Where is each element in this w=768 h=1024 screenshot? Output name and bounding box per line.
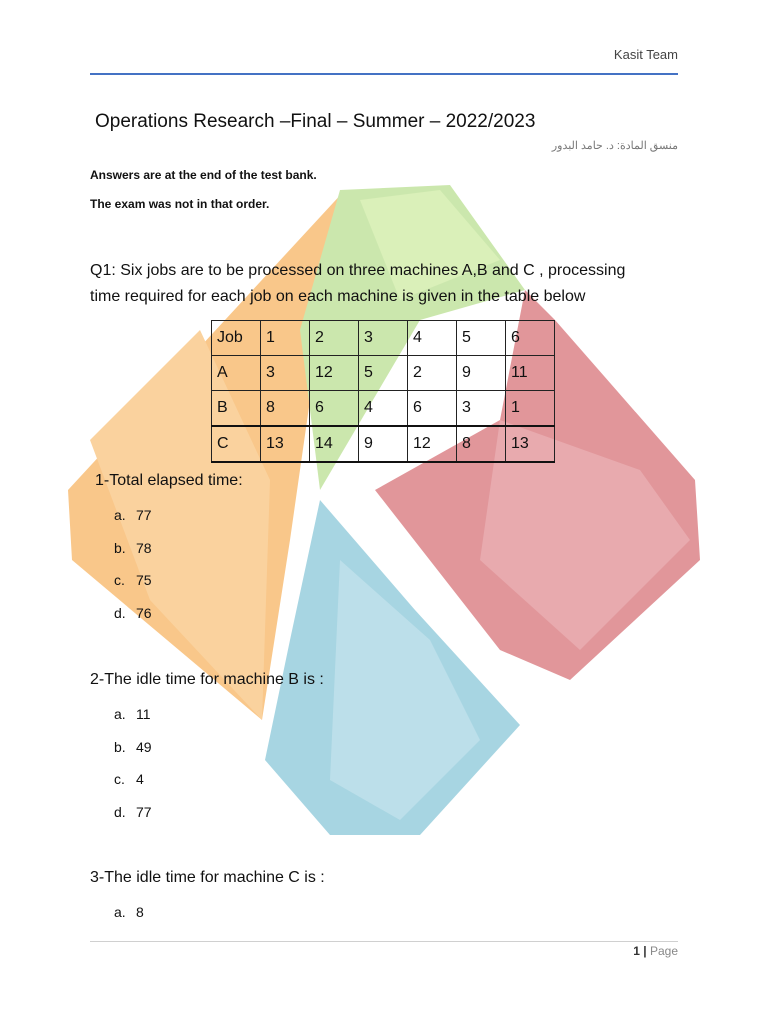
option-letter: d. — [114, 803, 126, 820]
option-value: 77 — [136, 507, 152, 523]
option-value: 4 — [136, 771, 144, 787]
table-cell: 8 — [457, 426, 506, 462]
option-value: 78 — [136, 539, 152, 556]
option-letter: a. — [114, 904, 126, 920]
footer-divider — [90, 941, 678, 942]
table-cell: 5 — [359, 356, 408, 391]
options-list-2 — [114, 706, 152, 836]
table-cell: 12 — [408, 426, 457, 462]
table-row-header — [212, 321, 555, 356]
table-cell: C — [212, 426, 261, 462]
table-cell: 6 — [506, 321, 555, 356]
table-cell: 4 — [408, 321, 457, 356]
table-cell: 2 — [408, 356, 457, 391]
page-footer — [633, 944, 678, 958]
sub-question-2: 2-The idle time for machine B is : — [90, 671, 324, 688]
question-1-line-2: time required for each job on each machine is given in the table below — [90, 288, 586, 305]
table-cell: 3 — [457, 391, 506, 427]
processing-time-table — [211, 320, 555, 463]
table-cell: 3 — [261, 356, 310, 391]
option-letter: a. — [114, 507, 126, 523]
page-separator: | — [643, 944, 647, 958]
page-title: Operations Research –Final – Summer – 2022/2023 — [95, 111, 536, 132]
note-order: The exam was not in that order. — [90, 197, 270, 211]
table-cell: A — [212, 356, 261, 391]
table-cell: 2 — [310, 321, 359, 356]
option-item — [114, 706, 152, 739]
option-value: 77 — [136, 803, 152, 820]
option-item — [114, 605, 152, 638]
table-row-machine-a — [212, 356, 555, 391]
table-cell: 12 — [310, 356, 359, 391]
option-letter: c. — [114, 572, 125, 588]
table-cell: Job — [212, 321, 261, 356]
option-letter: a. — [114, 706, 126, 722]
options-list-1 — [114, 507, 152, 637]
table-cell: 4 — [359, 391, 408, 427]
sub-question-3: 3-The idle time for machine C is : — [90, 869, 325, 886]
note-answers: Answers are at the end of the test bank. — [90, 168, 317, 182]
table-cell: 5 — [457, 321, 506, 356]
table-cell: 8 — [261, 391, 310, 427]
table-cell: 13 — [261, 426, 310, 462]
table-row-machine-c — [212, 426, 555, 462]
table-cell: 9 — [457, 356, 506, 391]
option-item — [114, 572, 152, 605]
header-divider — [90, 73, 678, 75]
table-cell: 13 — [506, 426, 555, 462]
option-value: 75 — [136, 572, 152, 588]
option-item — [114, 507, 152, 540]
table-cell: 3 — [359, 321, 408, 356]
question-1-line-1: Q1: Six jobs are to be processed on three machines A,B and C , processing — [90, 262, 626, 279]
table-cell: B — [212, 391, 261, 427]
page-label: Page — [649, 944, 678, 958]
table-cell: 6 — [310, 391, 359, 427]
header-team-name: Kasit Team — [613, 47, 678, 62]
page-number: 1 — [633, 944, 640, 958]
option-letter: c. — [114, 771, 125, 787]
options-list-3 — [114, 904, 144, 937]
option-letter: b. — [114, 738, 126, 755]
option-value: 11 — [136, 706, 151, 722]
course-coordinator: منسق المادة: د. حامد البدور — [551, 140, 678, 152]
table-cell: 9 — [359, 426, 408, 462]
table-row-machine-b — [212, 391, 555, 427]
option-value: 8 — [136, 904, 144, 920]
table-cell: 1 — [261, 321, 310, 356]
table-cell: 11 — [506, 356, 555, 391]
option-value: 49 — [136, 738, 152, 755]
option-item — [114, 804, 152, 837]
option-item — [114, 540, 152, 573]
option-item — [114, 739, 152, 772]
option-value: 76 — [136, 604, 152, 621]
option-item — [114, 771, 152, 804]
table-cell: 14 — [310, 426, 359, 462]
table-cell: 6 — [408, 391, 457, 427]
question-1-intro — [90, 258, 690, 310]
option-letter: d. — [114, 604, 126, 621]
sub-question-1: 1-Total elapsed time: — [95, 472, 243, 489]
table-cell: 1 — [506, 391, 555, 427]
option-item — [114, 904, 144, 937]
option-letter: b. — [114, 539, 126, 556]
